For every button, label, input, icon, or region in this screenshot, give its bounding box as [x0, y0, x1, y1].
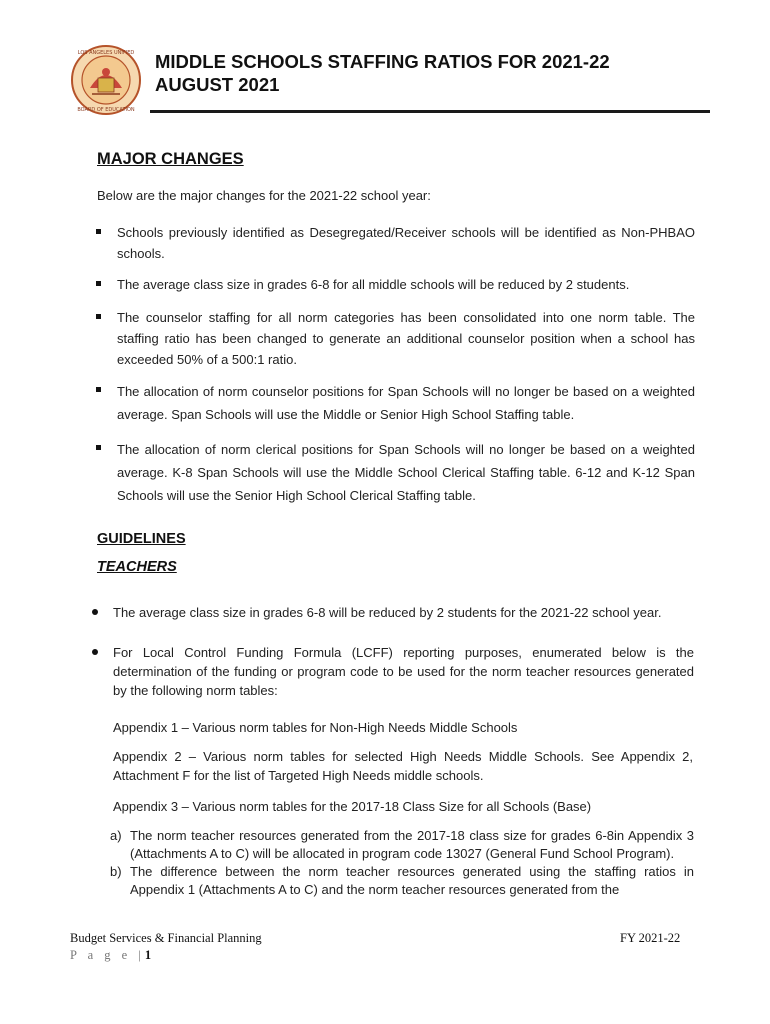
guidelines-heading: GUIDELINES [97, 531, 186, 547]
page-number-value: 1 [144, 948, 152, 962]
list-letter: b) [110, 864, 122, 879]
list-item: The allocation of norm clerical positions for Span Schools will no longer be based on a weighted average. K-8 Span Schools will use the Middle School Clerical Staffing table. 6-12 and K-12 Span Schools will use the Senior High School Clerical Staffing table. [95, 438, 695, 507]
list-letter: a) [110, 828, 122, 843]
teachers-subheading: TEACHERS [97, 559, 177, 575]
round-bullet-icon [92, 649, 98, 655]
page-title [155, 50, 610, 96]
square-bullet-icon [96, 281, 101, 286]
page-label: P a g e [70, 948, 132, 962]
list-item: For Local Control Funding Formula (LCFF) reporting purposes, enumerated below is the determination of the funding or program code to be used for the norm teacher resources generated by the following norm tables: [90, 643, 694, 700]
major-changes-intro: Below are the major changes for the 2021-22 school year: [97, 188, 431, 203]
list-item: The allocation of norm counselor positions for Span Schools will no longer be based on a weighted average. Span Schools will use the Middle or Senior High School Staffing table. [95, 380, 695, 426]
district-seal-logo [70, 44, 142, 116]
page-number: P a g e |1 [70, 948, 152, 962]
title-line-1: MIDDLE SCHOOLS STAFFING RATIOS FOR 2021-22 [155, 51, 610, 72]
major-changes-heading: MAJOR CHANGES [97, 150, 244, 168]
appendix-2-line: Appendix 2 – Various norm tables for selected High Needs Middle Schools. See Appendix 2, Attachment F for the list of Targeted High Needs middle schools. [113, 749, 693, 783]
square-bullet-icon [96, 229, 101, 234]
list-item: Schools previously identified as Desegregated/Receiver schools will be identified as Non-PHBAO schools. [95, 222, 695, 264]
square-bullet-icon [96, 314, 101, 319]
square-bullet-icon [96, 387, 101, 392]
appendix-3-line: Appendix 3 – Various norm tables for the 2017-18 Class Size for all Schools (Base) [113, 799, 592, 814]
appendix-1-line: Appendix 1 – Various norm tables for Non-High Needs Middle Schools [113, 720, 518, 735]
footer-fiscal-year: FY 2021-22 [620, 931, 681, 945]
round-bullet-icon [92, 609, 98, 615]
svg-text:BOARD OF EDUCATION: BOARD OF EDUCATION [77, 107, 135, 113]
list-item: b) The difference between the norm teacher resources generated using the staffing ratios in Appendix 1 (Attachments A to C) and the norm teacher resources generated from the [110, 864, 694, 897]
lettered-list [110, 827, 694, 899]
guidelines-list [90, 603, 694, 700]
major-changes-list [95, 222, 695, 507]
list-item: The average class size in grades 6-8 will be reduced by 2 students for the 2021-22 school year. [90, 603, 694, 622]
title-divider [150, 110, 710, 113]
list-item: The counselor staffing for all norm categories has been consolidated into one norm table. The staffing ratio has been changed to generate an additional counselor position when a school has exceeded 50% of a 500:1 ratio. [95, 307, 695, 370]
square-bullet-icon [96, 445, 101, 450]
svg-text:LOS ANGELES UNIFIED: LOS ANGELES UNIFIED [77, 50, 135, 56]
title-line-2: AUGUST 2021 [155, 74, 280, 95]
footer-department: Budget Services & Financial Planning [70, 931, 262, 945]
list-item: The average class size in grades 6-8 for all middle schools will be reduced by 2 students. [95, 274, 695, 295]
list-item: a) The norm teacher resources generated from the 2017-18 class size for grades 6-8in Appendix 3 (Attachments A to C) will be allocated in program code 13027 (General Fund School Program). [110, 828, 694, 861]
